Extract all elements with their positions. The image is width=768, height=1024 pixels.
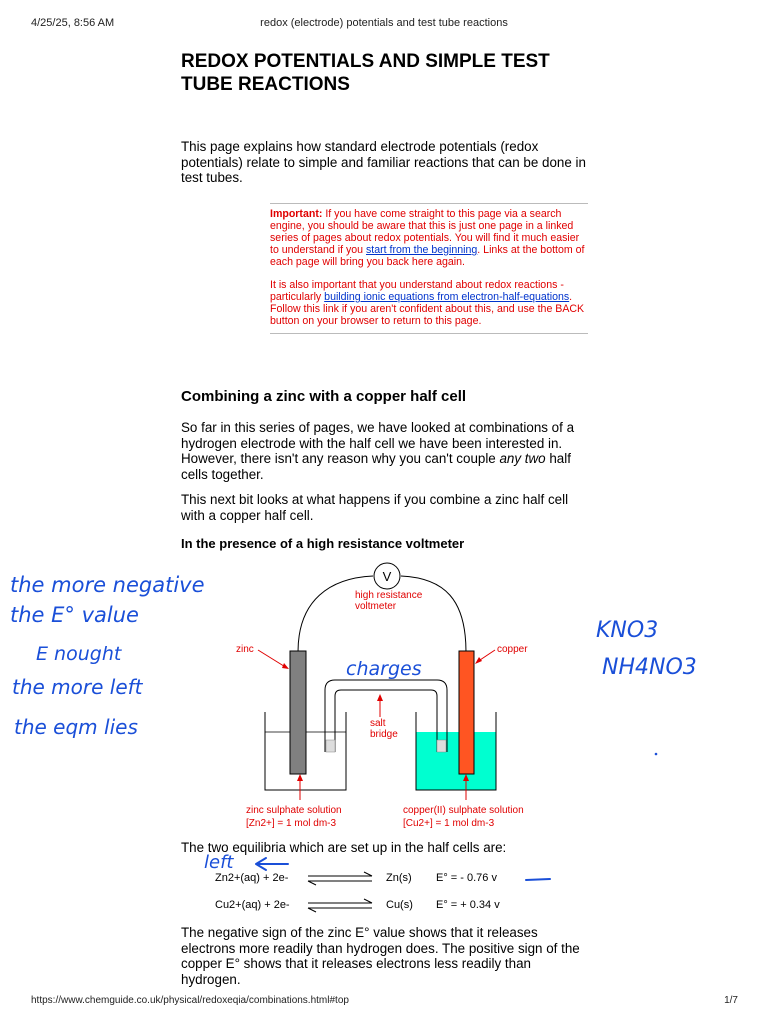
print-page-number: 1/7 xyxy=(724,995,738,1006)
voltmeter-symbol: V xyxy=(382,569,392,584)
copper-electrode xyxy=(459,651,474,774)
salt-bridge-arrowhead xyxy=(377,694,383,701)
handwritten-nh4no3: NH4NO3 xyxy=(602,655,697,680)
handwritten-note-line-2: the E° value xyxy=(10,603,139,627)
zinc-solution-label: zinc sulphate solution xyxy=(246,805,342,816)
section-heading: Combining a zinc with a copper half cell xyxy=(181,388,467,405)
copper-solution-label: copper(II) sulphate solution xyxy=(403,805,524,816)
important-label: Important: xyxy=(270,208,323,220)
handwritten-left: left xyxy=(204,852,234,873)
salt-bridge-label-1: salt xyxy=(370,718,386,729)
paragraph-2: This next bit looks at what happens if you combine a zinc half cell with a copper half cell. xyxy=(181,492,569,523)
handwritten-kno3: KNO3 xyxy=(596,618,659,643)
page-title: REDOX POTENTIALS AND SIMPLE TEST TUBE REACTIONS xyxy=(181,51,550,95)
ionic-equations-link[interactable]: building ionic equations from electron-half-equations xyxy=(324,291,570,303)
print-page-title: redox (electrode) potentials and test tube reactions xyxy=(260,17,508,29)
print-url: https://www.chemguide.co.uk/physical/redoxeqia/combinations.html#top xyxy=(31,995,349,1006)
important-paragraph: Important: If you have come straight to this page via a search engine, you should be aware that this is just one page in a linked series of pages about redox potentials. You will find it much easier to understand if you start from the beginning. Links at the bottom of each page will bring you back here again. xyxy=(270,208,585,268)
voltmeter-label-2: voltmeter xyxy=(355,601,397,612)
equation-2-right: Cu(s) xyxy=(386,899,413,911)
zinc-arrowhead xyxy=(282,663,289,669)
copper-arrowhead xyxy=(475,657,482,664)
equation-2-left: Cu2+(aq) + 2e- xyxy=(215,899,290,911)
zinc-concentration-label: [Zn2+] = 1 mol dm-3 xyxy=(246,818,337,829)
handwritten-charges: charges xyxy=(346,658,422,680)
wire-left xyxy=(298,576,373,652)
redox-note-paragraph: It is also important that you understand about redox reactions - particularly building ionic equations from electron-half-equations. Follow this link if you aren't confident about this, and use the BACK button on your browser to return to this page. xyxy=(270,279,585,327)
subheading: In the presence of a high resistance voltmeter xyxy=(181,536,465,551)
handwritten-arrow-left xyxy=(256,858,288,870)
handwritten-note-line-1: the more negative xyxy=(10,573,205,597)
handwritten-note-line-4: the more left xyxy=(12,675,143,699)
handwritten-dash xyxy=(526,879,550,880)
handwritten-dot xyxy=(655,753,658,756)
copper-label: copper xyxy=(497,644,528,655)
salt-bridge-plug-right xyxy=(437,740,446,752)
print-datetime: 4/25/25, 8:56 AM xyxy=(31,17,115,29)
equation-1-left: Zn2+(aq) + 2e- xyxy=(215,872,289,884)
handwritten-note-line-5: the eqm lies xyxy=(14,715,138,739)
wire-right xyxy=(401,576,466,652)
intro-paragraph: This page explains how standard electrode potentials (redox potentials) relate to simple and familiar reactions that can be done in test tubes. xyxy=(181,139,586,186)
equation-2-eo: E° = + 0.34 v xyxy=(436,899,500,911)
salt-bridge-plug-left xyxy=(326,740,335,752)
start-from-beginning-link[interactable]: start from the beginning xyxy=(366,244,478,256)
voltmeter-label-1: high resistance xyxy=(355,590,423,601)
zinc-label: zinc xyxy=(236,644,254,655)
equilibria-intro: The two equilibria which are set up in the half cells are: xyxy=(181,840,507,855)
salt-bridge-label-2: bridge xyxy=(370,729,398,740)
paragraph-3: The negative sign of the zinc E° value shows that it releases electrons more readily than hydrogen does. The positive sign of the copper E° shows that it releases electrons less readily than hydrogen. xyxy=(181,925,580,987)
zinc-electrode xyxy=(290,651,306,774)
equation-1-right: Zn(s) xyxy=(386,872,412,884)
equation-1-eo: E° = - 0.76 v xyxy=(436,872,497,884)
copper-sulphate-solution xyxy=(416,732,496,790)
zinc-solution-arrowhead xyxy=(297,774,303,781)
paragraph-1: So far in this series of pages, we have looked at combinations of a hydrogen electrode with the half cell we have been interested in. However, there isn't any reason why you can't couple any two half cells together. xyxy=(181,420,575,482)
copper-concentration-label: [Cu2+] = 1 mol dm-3 xyxy=(403,818,495,829)
handwritten-note-line-3: E nought xyxy=(36,643,122,665)
zinc-arrow xyxy=(258,650,287,668)
